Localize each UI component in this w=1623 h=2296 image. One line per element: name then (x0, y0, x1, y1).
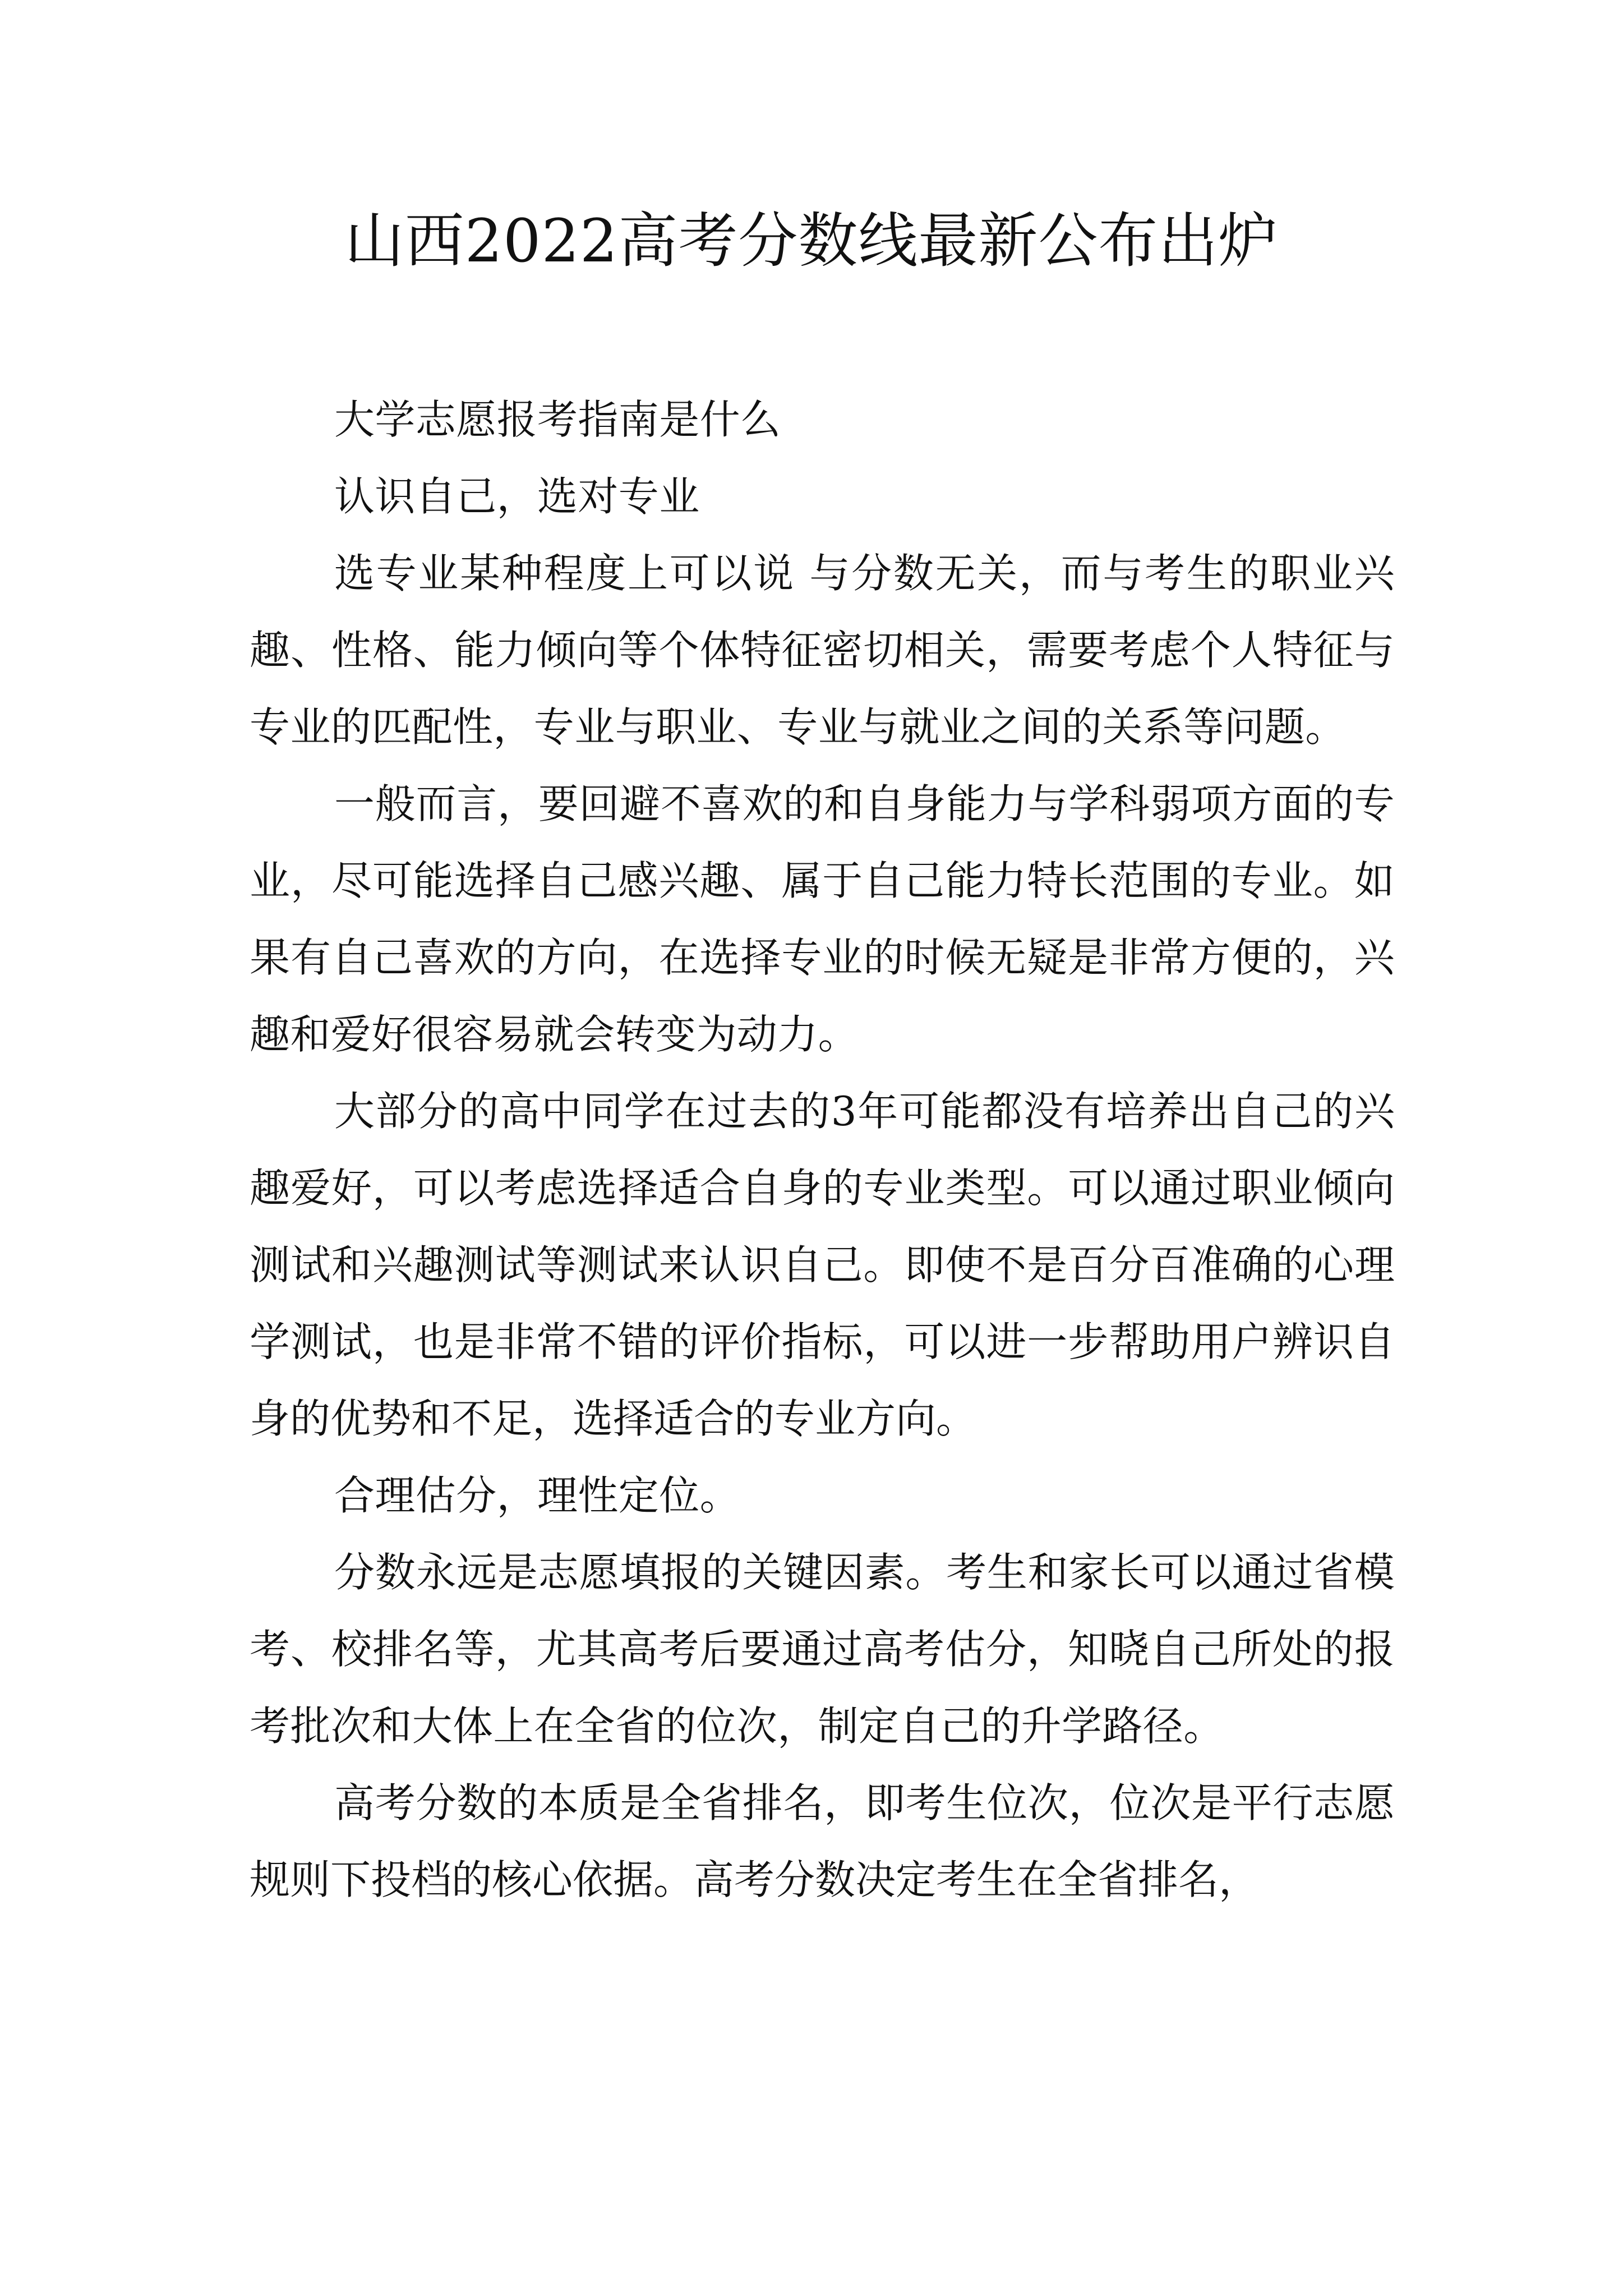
document-body (250, 381, 1395, 1918)
paragraph-know-yourself: 认识自己，选对专业 (334, 473, 700, 520)
paragraph-score-key-factor: 分数永远是志愿填报的关键因素。考生和家长可以通过省模考、校排名等，尤其高考后要通过高考估分，知晓自己所处的报考批次和大体上在全省的位次，制定自己的升学路径。 (250, 1549, 1395, 1750)
paragraph-guide-heading: 大学志愿报考指南是什么 (334, 396, 781, 443)
paragraph-score-ranking: 高考分数的本质是全省排名，即考生位次，位次是平行志愿规则下投档的核心依据。高考分数决定考生在全省排名， (250, 1779, 1395, 1903)
paragraph-avoid-weakness: 一般而言，要回避不喜欢的和自身能力与学科弱项方面的专业，尽可能选择自己感兴趣、属于自己能力特长范围的专业。如果有自己喜欢的方向，在选择专业的时候无疑是非常方便的，兴趣和爱好很容易就会转变为动力。 (250, 780, 1395, 1058)
paragraph-interest-test: 大部分的高中同学在过去的3年可能都没有培养出自己的兴趣爱好，可以考虑选择适合自身的专业类型。可以通过职业倾向测试和兴趣测试等测试来认识自己。即使不是百分百准确的心理学测试，也是非常不错的评价指标，可以进一步帮助用户辨识自身的优势和不足，选择适合的专业方向。 (250, 1088, 1395, 1442)
paragraph-choose-major: 选专业某种程度上可以说 与分数无关，而与考生的职业兴趣、性格、能力倾向等个体特征密切相关，需要考虑个人特征与专业的匹配性，专业与职业、专业与就业之间的关系等问题。 (250, 550, 1395, 751)
document-title: 山西2022高考分数线最新公布出炉 (344, 206, 1279, 275)
paragraph-reasonable-estimate: 合理估分，理性定位。 (334, 1472, 741, 1519)
